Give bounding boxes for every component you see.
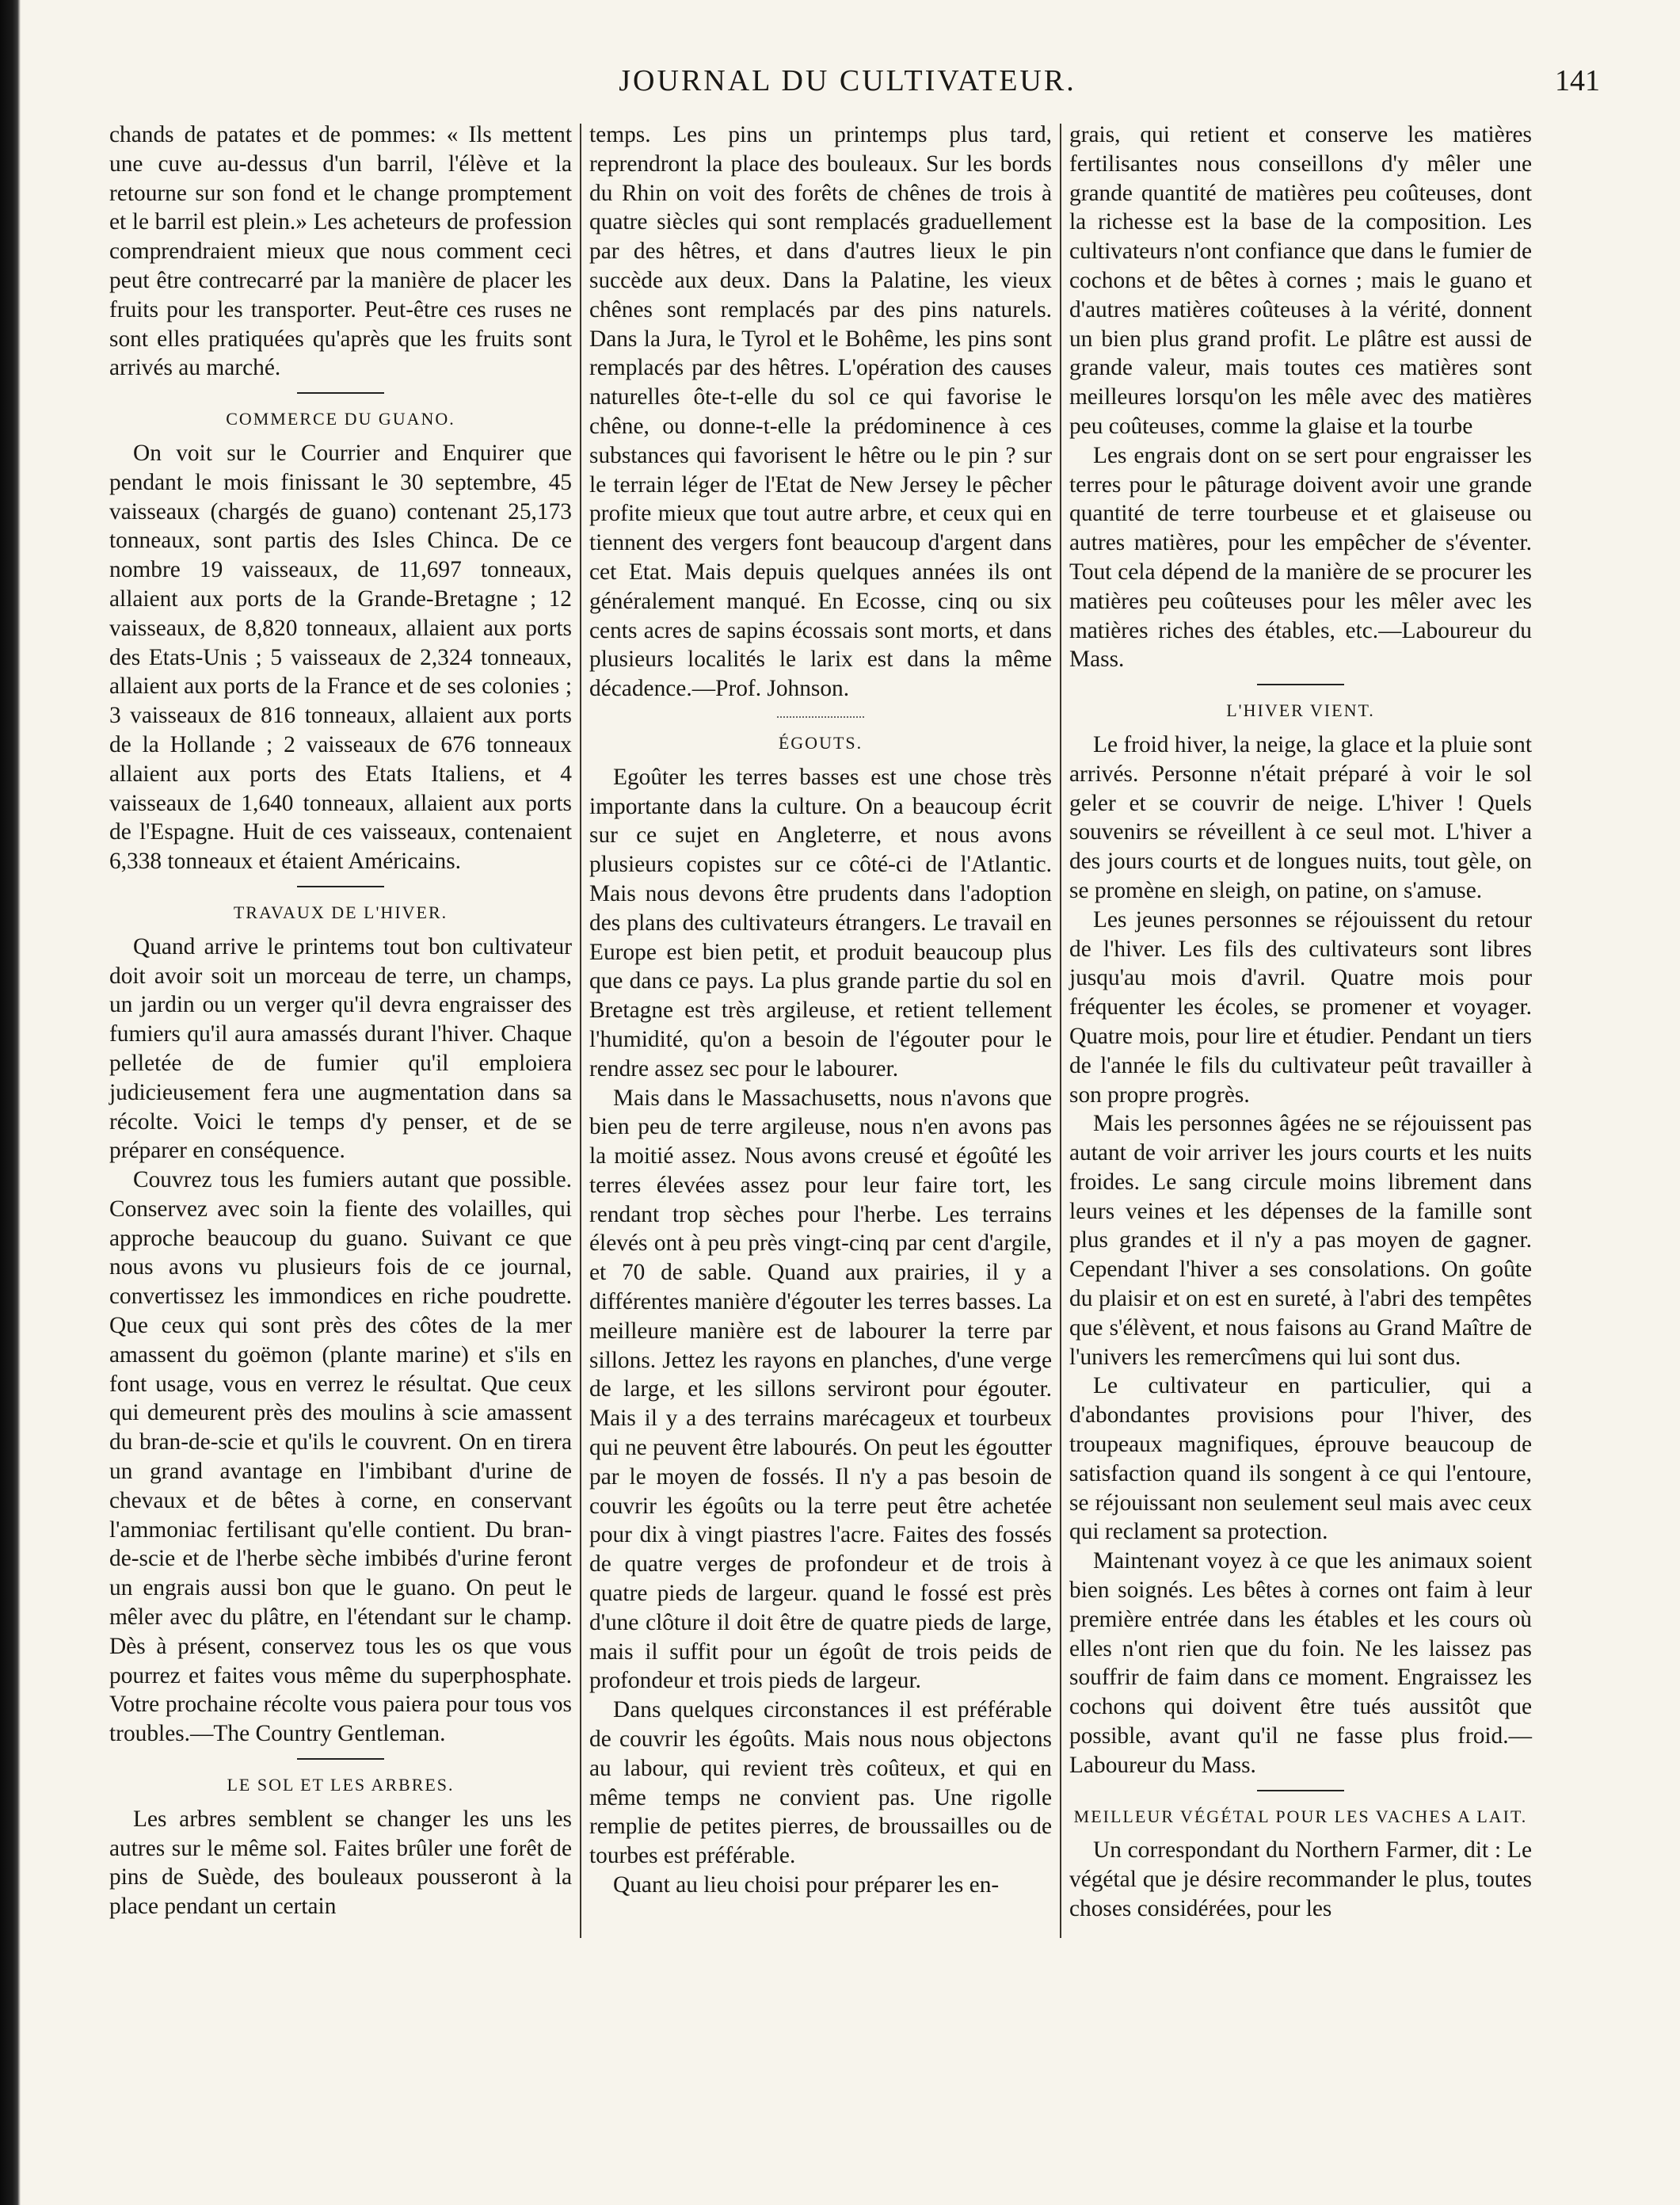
paragraph: Le froid hiver, la neige, la glace et la pluie sont arrivés. Personne n'était préparé à voir le sol geler et se couvrir de neige. L'hiver ! Quels souvenirs se réveillent à ce seul mot. L'hiver a des jours courts et de longues nuits, tout gèle, on se promène en sleigh, on patine, on s'amuse. xyxy=(1069,731,1532,903)
paragraph: Quant au lieu choisi pour préparer les en- xyxy=(613,1872,1000,1898)
paragraph: Maintenant voyez à ce que les animaux soient bien soignés. Les bêtes à cornes ont faim à leur première entrée dans les étables et les cours où elles n'ont rien que du foin. Ne les laissez pas souffrir de faim dans ce moment. Engraissez les cochons qui doivent être tués aussitôt que possible, avant qu'il ne fasse plus froid.—Laboureur du Mass. xyxy=(1069,1548,1532,1778)
section-divider xyxy=(777,716,864,718)
paragraph: Mais les personnes âgées ne se réjouissent pas autant de voir arriver les jours courts et les nuits froides. Le sang circule moins librement dans leurs veines et les dépenses de la famille sont plus grandes et il n'y a pas moyen de gagner. Cependant l'hiver a ses consolations. On goûte du plaisir et on est en sureté, à l'abri des tempêtes que s'élèvent, et nous faisons au Grand Maître de l'univers les remercîmens qui lui sont dus. xyxy=(1069,1111,1532,1370)
paragraph: temps. Les pins un printemps plus tard, reprendront la place des bouleaux. Sur les bords du Rhin on voit des forêts de chênes de trois à quatre siècles qui sont remplacés graduellement par des hêtres, et dans d'autres lieux le pin succède aux deux. Dans la Palatine, les vieux chênes sont remplacés par des pins naturels. Dans la Jura, le Tyrol et le Bohême, les pins sont remplacés par des hêtres. L'opération des causes naturelles ôte-t-elle du sol ce qui favorise le chêne, ou donne-t-elle la prédominence à ces substances qui favorisent le hêtre ou le pin ? sur le terrain léger de l'Etat de New Jersey le pêcher profite mieux que tout autre arbre, et ceux qui en tiennent des vergers font beaucoup d'argent dans cet Etat. Mais depuis quelques années ils ont généralement manqué. En Ecosse, cinq ou six cents acres de sapins écossais sont morts, et dans plusieurs localités le larix est dans la même décadence.—Prof. Johnson. xyxy=(589,122,1052,702)
paragraph: Dans quelques circonstances il est préférable de couvrir les égoûts. Mais nous nous objectons au labour, qui revient très coûteux, et qui en même temps ne convient pas. Une rigolle remplie de petites pierres, de broussailles ou de tourbes est préférable. xyxy=(589,1697,1052,1869)
paragraph: chands de patates et de pommes: « Ils mettent une cuve au-dessus d'un barril, l'élève et la retourne sur son fond et le change promptement et le barril est plein.» Les acheteurs de profession comprendraient mieux que nous comment ceci peut être contrecarré par la manière de placer les fruits pour les transporter. Peut-être ces ruses ne sont elles pratiquées qu'après que les fruits sont arrivés au marché. xyxy=(109,122,572,381)
section-divider xyxy=(297,1758,384,1760)
section-title-hiver: L'HIVER VIENT. xyxy=(1226,700,1375,721)
column-3 xyxy=(1061,120,1540,2149)
paragraph: Egoûter les terres basses est une chose très importante dans la culture. On a beaucoup écrit sur ce sujet en Angleterre, et nous avons plusieurs copistes sur ce côté-ci de l'Atlantic. Mais nous devons être prudents dans l'adoption des plans des cultivateurs étrangers. Le travail en Europe est bien petit, et produit beaucoup plus que dans ce pays. La plus grande partie du sol en Bretagne est très argileuse, et retient tellement l'humidité, qu'on a besoin de l'égouter pour le rendre assez sec pour le labourer. xyxy=(589,764,1052,1082)
paragraph: Quand arrive le printems tout bon cultivateur doit avoir soit un morceau de terre, un champs, un jardin ou un verger qu'il devra engraisser des fumiers qu'il aura amassés durant l'hiver. Chaque pelletée de de fumier qu'il emploiera judicieusement fera une augmentation dans sa récolte. Voici le temps d'y penser, et de se préparer en conséquence. xyxy=(109,933,572,1164)
section-title-sol: LE SOL ET LES ARBRES. xyxy=(227,1775,455,1795)
paragraph: Les engrais dont on se sert pour engraisser les terres pour le pâturage doivent avoir une grande quantité de terre tourbeuse et et glaiseuse ou autres matières, pour les empêcher de s'éventer. Tout cela dépend de la manière de se procurer les matières peu coûteuses pour les mêler avec les matières riches des étables, etc.—Laboureur du Mass. xyxy=(1069,442,1532,673)
section-title-vegetal: MEILLEUR VÉGÉTAL POUR LES VACHES A LAIT. xyxy=(1073,1806,1528,1826)
section-divider xyxy=(1257,684,1344,685)
paragraph: Couvrez tous les fumiers autant que possible. Conservez avec soin la fiente des volailles, qui approche beaucoup du guano. Suivant ce que nous avons vu plusieurs fois de ce journal, convertissez les immondices en riche poudrette. Que ceux qui sont près des côtes de la mer amassent du goëmon (plante marine) et s'ils en font usage, vous en verrez le résultat. Que ceux qui demeurent près des moulins à scie amassent du bran-de-scie et qu'ils le couvrent. On en tirera un grand avantage en l'imbibant d'urine de chevaux et de bêtes à corne, en conservant l'ammoniac fertilisant qu'elle contient. Du bran-de-scie et de l'herbe sèche imbibés d'urine feront un engrais aussi bon que le guano. On peut le mêler avec du plâtre, en l'étendant sur le champ. Dès à présent, conservez tous les os que vous pourrez et faites vous même du superphosphate. Votre prochaine récolte vous paiera pour tous vos troubles.—The Country Gentleman. xyxy=(109,1167,572,1747)
section-divider xyxy=(1257,1790,1344,1791)
column-2 xyxy=(581,120,1060,2149)
section-divider xyxy=(297,392,384,394)
section-title-egouts: ÉGOUTS. xyxy=(778,732,863,753)
section-title-travaux: TRAVAUX DE L'HIVER. xyxy=(233,902,448,922)
section-divider xyxy=(297,886,384,887)
binding-spine xyxy=(0,0,21,2205)
paragraph: Le cultivateur en particulier, qui a d'abondantes provisions pour l'hiver, des troupeaux magnifiques, éprouve beaucoup de satisfaction quand ils songent à ce qui l'entoure, se réjouissant non seulement seul mais avec ceux qui reclament sa protection. xyxy=(1069,1373,1532,1545)
column-1 xyxy=(101,120,580,2149)
page-number: 141 xyxy=(1555,64,1600,97)
page-header xyxy=(95,57,1600,105)
paragraph: Un correspondant du Northern Farmer, dit : Le végétal que je désire recommander le plus, toutes choses considérées, pour les xyxy=(1069,1837,1532,1922)
paragraph: On voit sur le Courrier and Enquirer que pendant le mois finissant le 30 septembre, 45 vaisseaux (chargés de guano) contenant 25,173 tonneaux, sont partis des Isles Chinca. De ce nombre 19 vaisseaux, de 11,697 tonneaux, allaient aux ports de la Grande-Bretagne ; 12 vaisseaux, de 8,820 tonneaux, allaient aux ports des Etats-Unis ; 5 vaisseaux de 2,324 tonneaux, allaient aux ports de la France et de ses colonies ; 3 vaisseaux de 816 tonneaux, allaient aux ports de la Hollande ; 2 vaisseaux de 676 tonneaux allaient aux ports des Etats Italiens, et 4 vaisseaux de 1,640 tonneaux, allaient aux ports de l'Espagne. Huit de ces vaisseaux, contenaient 6,338 tonneaux et étaient Américains. xyxy=(109,440,572,875)
paragraph: grais, qui retient et conserve les matières fertilisantes nous conseillons d'y mêler une grande quantité de matières peu coûteuses, dont la richesse est la base de la composition. Les cultivateurs n'ont confiance que dans le fumier de cochons et de bêtes à cornes ; mais le guano et d'autres matières coûteuses à la vérité, donnent un bien plus grand profit. Le plâtre est aussi de grande valeur, mais toutes ces matières sont meilleures lorsqu'on les mêle avec des matières peu coûteuses, comme la glaise et la tourbe xyxy=(1069,122,1532,439)
paragraph: Les jeunes personnes se réjouissent du retour de l'hiver. Les fils des cultivateurs sont libres jusqu'au mois d'avril. Quatre mois pour fréquenter les écoles, se promener et voyager. Quatre mois, pour lire et étudier. Pendant un tiers de l'année le fils du cultivateur peût travailler à son propre progrès. xyxy=(1069,906,1532,1108)
article-columns xyxy=(101,120,1584,2149)
paragraph: Mais dans le Massachusetts, nous n'avons que bien peu de terre argileuse, nous n'en avons pas la moitié assez. Nous avons creusé et égoûté les terres élevées assez pour leur faire tort, les rendant trop sèches pour l'herbe. Les terrains élevés ont à peu près vingt-cinq par cent d'argile, et 70 de sable. Quand aux prairies, il y a différentes manière d'égouter les terres basses. La meilleure manière est de labourer la terre par sillons. Jettez les rayons en planches, d'une verge de large, et les sillons serviront pour égouter. Mais il y a des terrains marécageux et tourbeux qui ne peuvent être labourés. On peut les égoutter par le moyen de fossés. Il n'y a pas besoin de couvrir les égoûts ou la terre peut être achetée pour dix à vingt piastres l'acre. Faites des fossés de quatre verges de profondeur et de trois à quatre pieds de largeur. quand le fossé est près d'une clôture il doit être de quatre pieds de large, mais il suffit pour un égoût de trois peids de profondeur et trois pieds de largeur. xyxy=(589,1085,1052,1694)
section-title-guano: COMMERCE DU GUANO. xyxy=(226,409,455,429)
journal-title: JOURNAL DU CULTIVATEUR. xyxy=(619,64,1076,97)
paragraph: Les arbres semblent se changer les uns les autres sur le même sol. Faites brûler une forêt de pins de Suède, des bouleaux pousseront à la place pendant un certain xyxy=(109,1806,572,1920)
